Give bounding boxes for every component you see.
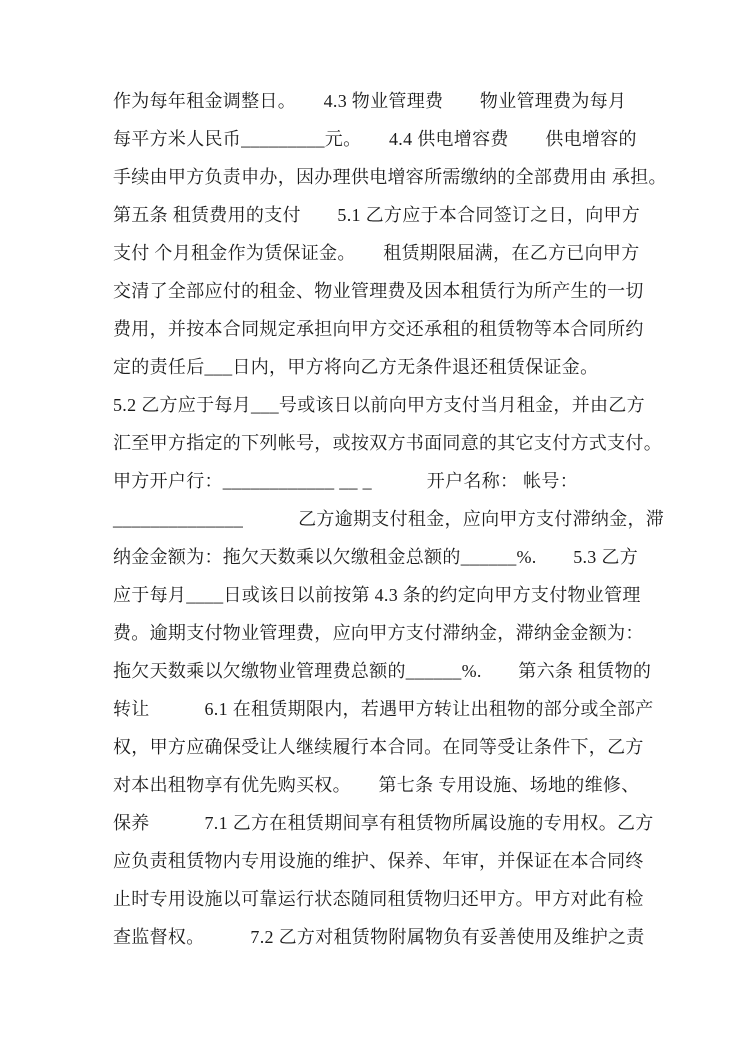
contract-line: 应于每月____日或该日以前按第 4.3 条的约定向甲方支付物业管理 xyxy=(113,585,641,605)
contract-line: 手续由甲方负责申办，因办理供电增容所需缴纳的全部费用由 承担。 xyxy=(113,167,667,187)
contract-line: 拖欠天数乘以欠缴物业管理费总额的______%. 第六条 租赁物的 xyxy=(113,661,652,681)
contract-line: 5.2 乙方应于每月___号或该日以前向甲方支付当月租金，并由乙方 xyxy=(113,395,645,415)
contract-line: 权，甲方应确保受让人继续履行本合同。在同等受让条件下，乙方 xyxy=(113,737,644,757)
contract-line: 甲方开户行：____________ __ _ 开户名称： 帐号： xyxy=(113,471,578,491)
contract-line: 作为每年租金调整日。 4.3 物业管理费 物业管理费为每月 xyxy=(113,91,627,111)
contract-line: 费。逾期支付物业管理费，应向甲方支付滞纳金，滞纳金金额为： xyxy=(113,623,644,643)
contract-line: 每平方米人民币_________元。 4.4 供电增容费 供电增容的 xyxy=(113,129,637,149)
contract-line: 汇至甲方指定的下列帐号，或按双方书面同意的其它支付方式支付。 xyxy=(113,433,662,453)
contract-line: 转让 6.1 在租赁期限内，若遇甲方转让出租物的部分或全部产 xyxy=(113,699,654,719)
contract-text-block xyxy=(113,82,667,956)
contract-line: 交清了全部应付的租金、物业管理费及因本租赁行为所产生的一切 xyxy=(113,281,644,301)
contract-line: 应负责租赁物内专用设施的维护、保养、年审，并保证在本合同终 xyxy=(113,851,644,871)
contract-line: 保养 7.1 乙方在租赁期间享有租赁物所属设施的专用权。乙方 xyxy=(113,813,654,833)
contract-line: 止时专用设施以可靠运行状态随同租赁物归还甲方。甲方对此有检 xyxy=(113,889,644,909)
contract-line: 第五条 租赁费用的支付 5.1 乙方应于本合同签订之日，向甲方 xyxy=(113,205,641,225)
contract-line: ______________ 乙方逾期支付租金，应向甲方支付滞纳金，滞 xyxy=(113,509,665,529)
contract-line: 对本出租物享有优先购买权。 第七条 专用设施、场地的维修、 xyxy=(113,775,640,795)
contract-line: 纳金金额为：拖欠天数乘以欠缴租金总额的______%. 5.3 乙方 xyxy=(113,547,638,567)
contract-line: 支付 个月租金作为赁保证金。 租赁期限届满，在乙方已向甲方 xyxy=(113,243,640,263)
contract-line: 查监督权。 7.2 乙方对租赁物附属物负有妥善使用及维护之责 xyxy=(113,927,645,947)
contract-line: 费用，并按本合同规定承担向甲方交还承租的租赁物等本合同所约 xyxy=(113,319,644,339)
contract-line: 定的责任后___日内，甲方将向乙方无条件退还租赁保证金。 xyxy=(113,357,599,377)
